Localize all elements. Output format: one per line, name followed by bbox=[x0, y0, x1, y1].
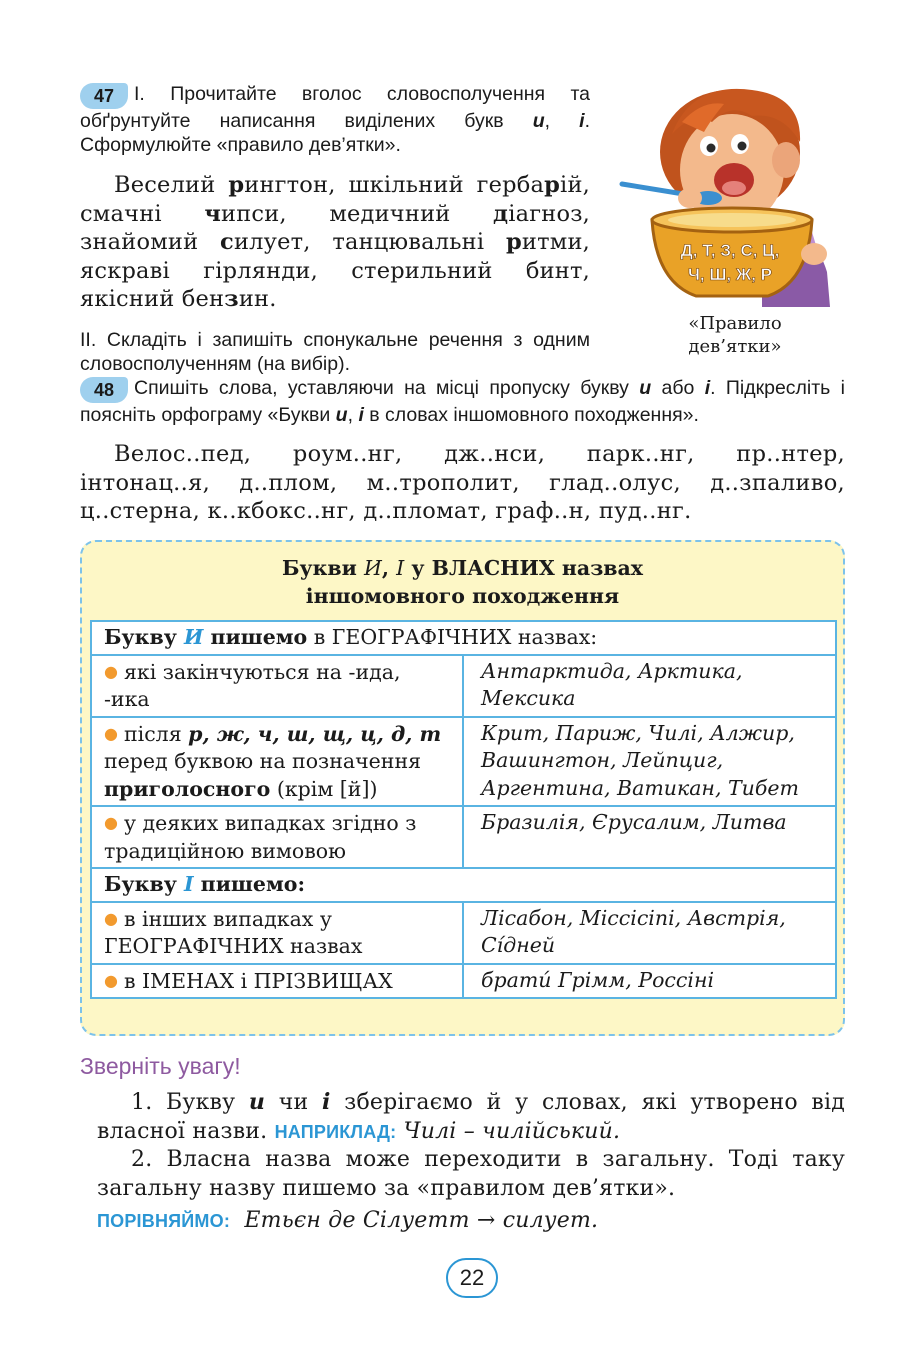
table-row bbox=[91, 964, 836, 999]
word-combinations-text: Веселий рингтон, шкільний гербарій, смачні чипси, медичний діагноз, знайомий силует, танцювальні ритми, яскраві гірлянди, стерильний бинт, якісний бензин. bbox=[80, 172, 591, 312]
rule-examples: Крит, Париж, Чилі, Алжир, Вашингтон, Лейпциг, Аргентина, Ватикан, Тибет bbox=[463, 717, 836, 807]
rule-condition: ● в ІМЕНАХ і ПРІЗВИЩАХ bbox=[91, 964, 463, 999]
compare-line: ПОРІВНЯЙМО: Етьєн де Сілуетт → силует. bbox=[97, 1208, 599, 1233]
rule-condition: ● які закінчуються на -ида, -ика bbox=[91, 655, 463, 717]
exercise-47-task-2: II. Складіть і запишіть спонукальне речення з одним словосполученням (на вибір). bbox=[80, 328, 590, 375]
rule-title: Букви И, І у ВЛАСНИХ назвах іншомовного походження bbox=[281, 556, 644, 608]
exercise-47-task-1: 47 I. Прочитайте вголос словосполучення та обґрунтуйте написання виділених букв и, і. Сформулюйте «правило дев’ятки». bbox=[80, 83, 590, 156]
words-with-gaps: Велос..пед, роум..нг, дж..нси, парк..нг, пр..нтер, інтонац..я, д..плом, м..трополит, глад..олус, д..зпаливо, ц..стерна, к..кбокс..нг, д..пломат, граф..н, пуд..нг. bbox=[80, 441, 845, 524]
table-row bbox=[91, 621, 836, 655]
rule-header-y: Букву И пишемо в ГЕОГРАФІЧНИХ назвах: bbox=[91, 621, 836, 655]
rule-header-i: Букву І пишемо: bbox=[91, 868, 836, 902]
rule-condition: ● у деяких випадках згідно з традиційною вимовою bbox=[91, 806, 463, 868]
table-row bbox=[91, 868, 836, 902]
rule-examples: брати́ Грімм, Россіні bbox=[463, 964, 836, 999]
pot-consonants-line-2: Ч, Ш, Ж, Р bbox=[687, 265, 773, 284]
rule-examples: Антарктида, Арктика, Мексика bbox=[463, 655, 836, 717]
rule-examples: Лісабон, Міссісіпі, Австрія, Сі́дней bbox=[463, 902, 836, 964]
rule-examples: Бразилія, Єрусалим, Литва bbox=[463, 806, 836, 868]
rule-condition: ● після р, ж, ч, ш, щ, ц, д, т перед буквою на позначення приголосного (крім [й]) bbox=[91, 717, 463, 807]
table-row bbox=[91, 902, 836, 964]
table-row bbox=[91, 806, 836, 868]
exercise-number-badge: 48 bbox=[80, 377, 128, 403]
rule-table bbox=[90, 620, 837, 999]
rule-box bbox=[80, 540, 845, 1036]
table-row bbox=[91, 655, 836, 717]
notice-heading: Зверніть увагу! bbox=[80, 1053, 241, 1079]
rule-condition: ● в інших випадках у ГЕОГРАФІЧНИХ назвах bbox=[91, 902, 463, 964]
pot-consonants-line-1: Д, Т, З, С, Ц, bbox=[680, 241, 780, 260]
notice-point-1: 1. Букву и чи і зберігаємо й у словах, які утворено від власної назви. НАПРИКЛАД: Чилі – чилійський. bbox=[97, 1089, 845, 1144]
exercise-48 bbox=[80, 376, 845, 526]
notice-point-2: 2. Власна назва може переходити в загальну. Тоді таку загальну назву пишемо за «правилом дев’ятки». bbox=[97, 1147, 845, 1201]
boy-illustration-image bbox=[612, 82, 840, 307]
illustration-caption: «Правило дев’ятки» bbox=[688, 313, 782, 357]
exercise-number-badge: 47 bbox=[80, 83, 128, 109]
notice-body bbox=[97, 1088, 845, 1236]
table-row bbox=[91, 717, 836, 807]
page-number: 22 bbox=[446, 1258, 498, 1298]
exercise-48-task: 48 Спишіть слова, уставляючи на місці пропуску букву и або і. Підкресліть і поясніть орфограму «Букви и, і в словах іншомовного походження». bbox=[80, 377, 845, 426]
boy-eating-soup-illustration bbox=[612, 82, 840, 307]
exercise-47 bbox=[80, 82, 590, 376]
